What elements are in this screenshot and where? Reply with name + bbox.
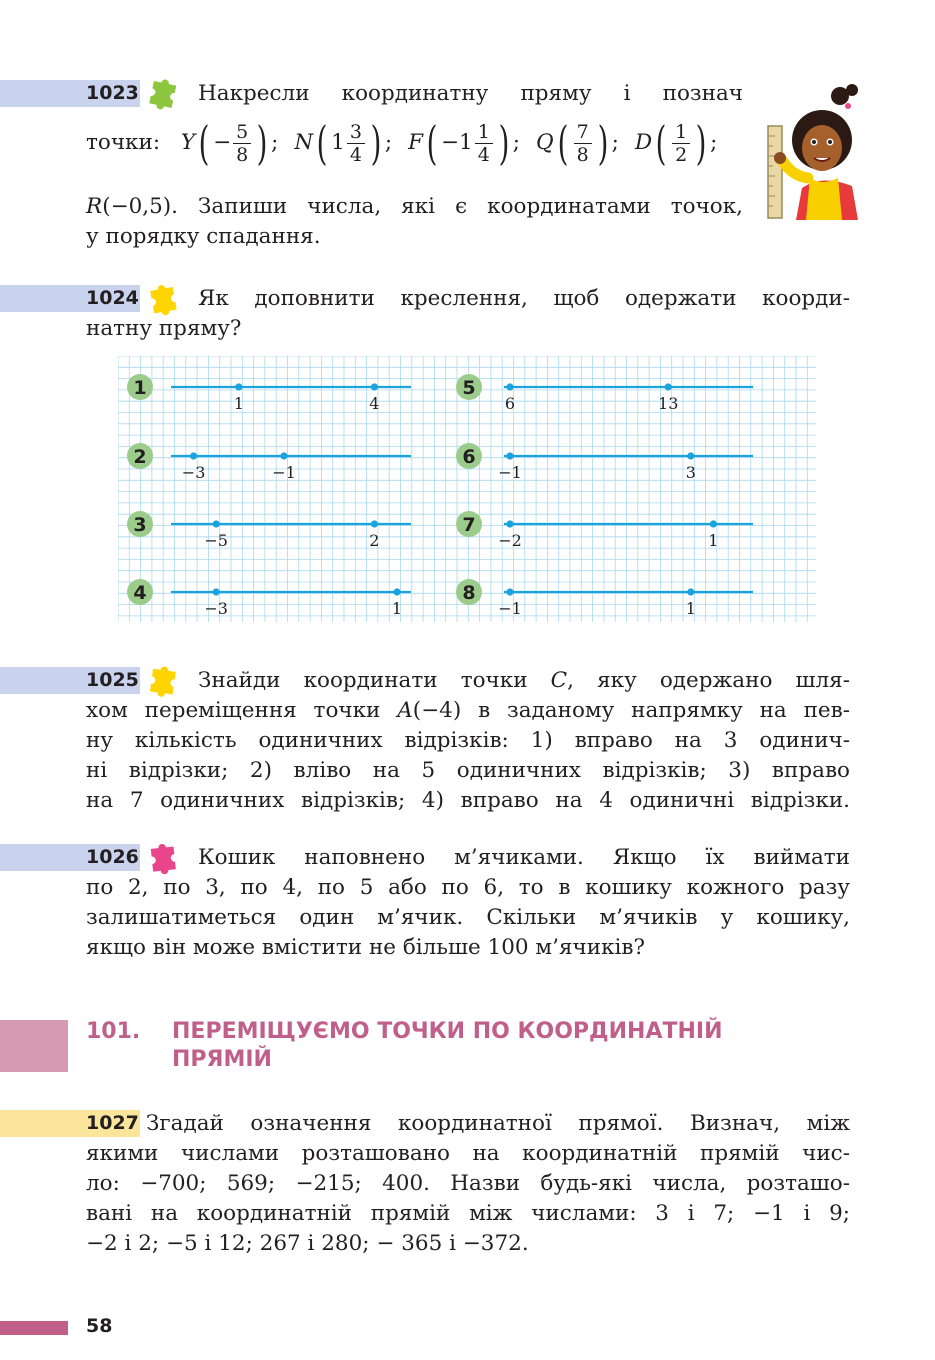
line-number-label: 1 [133,377,147,399]
fraction [672,121,690,166]
section-heading [86,1018,722,1074]
separator: ; [271,130,279,155]
number-line-point [506,588,513,595]
exercise-1024-text-line2: натну пряму? [86,316,242,341]
number-line-point-label: 1 [708,531,719,550]
point-label: N [294,130,314,155]
line-number-label: 8 [462,582,476,604]
number-line-point-label: −1 [272,463,296,482]
point-whole: 1 [331,130,345,155]
point-label: F [408,130,424,155]
exercise-1023-text-line4: у порядку спадання. [86,224,321,249]
exercise-1023-number: 1023 [86,82,139,104]
numerator: 1 [672,121,690,144]
puzzle-green-icon [146,74,184,112]
number-line-point-label: −5 [204,531,228,550]
section-number: 101. [86,1019,141,1044]
section-title-line1: ПЕРЕМІЩУЄМО ТОЧКИ ПО КООРДИНАТНІЙ [172,1019,723,1044]
number-line-point-label: 13 [658,394,679,413]
number-line-point [280,452,287,459]
numerator: 5 [233,121,251,144]
exercise-1025-text-line4: ні відрізки; 2) вліво на 5 одиничних відрізків; 3) вправо [86,758,850,783]
exercise-1025-text-line1: Знайди координати точки C, яку одержано шля- [198,668,850,693]
line-number-label: 2 [133,446,147,468]
fraction [347,121,365,166]
number-line-point-label: −3 [181,463,206,482]
girl-with-ruler-illustration [762,78,866,220]
separator: ; [611,130,619,155]
denominator: 4 [477,143,490,166]
number-line-point [687,588,694,595]
section-title-line2: ПРЯМІЙ [172,1047,272,1072]
point-f: F( −1 $\frac{1}{4}$ ) ; [408,116,521,170]
exercise-1024-number: 1024 [86,287,139,309]
number-line-point [710,520,717,527]
fraction [574,121,592,166]
number-line-point-label: −1 [498,599,522,618]
point-n: N( 1 $\frac{3}{4}$ ) ; [294,116,393,170]
denominator: 4 [349,143,362,166]
exercise-1025-number: 1025 [86,669,139,691]
exercise-1027-text-line5: −2 і 2; −5 і 12; 267 і 280; − 365 і −372. [86,1231,529,1256]
line-number-label: 3 [133,514,147,536]
exercise-1027-text-line3: ло: −700; 569; −215; 400. Назви будь-які числа, розташо- [86,1171,850,1196]
number-line-point-label: 1 [391,599,403,618]
exercise-1027-number: 1027 [86,1112,139,1134]
fraction [475,121,493,166]
number-line-point-label: 2 [369,531,380,550]
exercise-1026-text-line2: по 2, по 3, по 4, по 5 або по 6, то в кошику кожного разу [86,875,850,900]
line-number-label: 7 [462,514,476,536]
number-line-point-label: 1 [685,599,696,618]
point-label: Y [180,130,196,155]
number-line-point-label: 4 [369,394,380,413]
number-line-point-label: −3 [204,599,228,618]
numerator: 3 [347,121,365,144]
number-line-point [506,520,513,527]
exercise-1026-text-line1: Кошик наповнено м’ячиками. Якщо їх виймати [198,845,850,870]
grid-svg [118,356,816,622]
number-line-point [235,383,242,390]
exercise-1025-text-line3: ну кількість одиничних відрізків: 1) вправо на 3 одинич- [86,728,850,753]
point-y: Y( − $\frac{5}{8}$ ) ; [180,116,279,170]
fraction [233,121,251,166]
puzzle-yellow-icon [146,661,184,699]
number-line-point-label: −2 [498,531,522,550]
separator: ; [710,130,718,155]
number-line-point [213,588,220,595]
numerator: 1 [475,121,493,144]
denominator: 8 [236,143,249,166]
separator: ; [384,130,393,155]
number-line-point-label: 3 [685,463,696,482]
point-d: D( $\frac{1}{2}$ ) ; [634,116,718,170]
denominator: 8 [576,143,589,166]
number-line-point [190,452,197,459]
point-whole: − [213,130,232,155]
exercise-1027-text-line1: Згадай означення координатної прямої. Визнач, між [146,1111,850,1136]
line-number-label: 4 [133,582,147,604]
numerator: 7 [574,121,592,144]
exercise-1026-number: 1026 [86,846,139,868]
number-line-point-label: 6 [504,394,516,413]
number-line-point [371,383,378,390]
exercise-1024-text-line1: Як доповнити креслення, щоб одержати коорди- [198,286,850,311]
exercise-1023-text-line3: R(−0,5). Запиши числа, які є координатами точок, [86,194,743,219]
number-lines-grid [118,356,816,622]
line-number-label: 5 [462,377,476,399]
point-label: D [634,130,653,155]
exercise-1026-text-line3: залишатиметься один м’ячик. Скільки м’ячиків у кошику, [86,905,850,930]
number-line-point [687,452,694,459]
page-number: 58 [86,1315,113,1337]
number-line-point [371,520,378,527]
exercise-1026-text-line4: якщо він може вмістити не більше 100 м’ячиків? [86,935,646,960]
exercise-1027-text-line4: вані на координатній прямій між числами: 3 і 7; −1 і 9; [86,1201,850,1226]
point-q: Q( $\frac{7}{8}$ ) ; [536,116,619,170]
number-line-point [393,588,400,595]
number-line-point [665,383,672,390]
puzzle-yellow-icon [146,279,184,317]
denominator: 2 [675,143,688,166]
point-label: Q [536,130,554,155]
exercise-1027-text-line2: якими числами розташовано на координатній прямій чис- [86,1141,850,1166]
page-number-band [0,1321,68,1335]
line-number-label: 6 [462,446,476,468]
puzzle-pink-icon [146,838,184,876]
number-line-point [506,383,513,390]
exercise-1023-text-line1: Накресли координатну пряму і познач [198,81,743,106]
separator: ; [512,130,521,155]
exercise-1023-points-line: точки: Y( − $\frac{5}{8}$ ) ; N( 1 $\frac{3}{4}$ ) ; F( −1 $\frac{1}{4}$ ) ; Q( $\frac{7}{8}$ ) ; D( $\frac{1}{2}$ ) ; [86,116,718,170]
exercise-1025-text-line5: на 7 одиничних відрізків; 4) вправо на 4 одиничні відрізки. [86,788,850,813]
section-band [0,1020,68,1072]
number-line-point [506,452,513,459]
number-line-point-label: −1 [498,463,522,482]
point-whole: −1 [441,130,473,155]
number-line-point-label: 1 [233,394,244,413]
number-line-point [213,520,220,527]
exercise-1025-text-line2: хом переміщення точки A(−4) в заданому напрямку на пев- [86,698,850,723]
